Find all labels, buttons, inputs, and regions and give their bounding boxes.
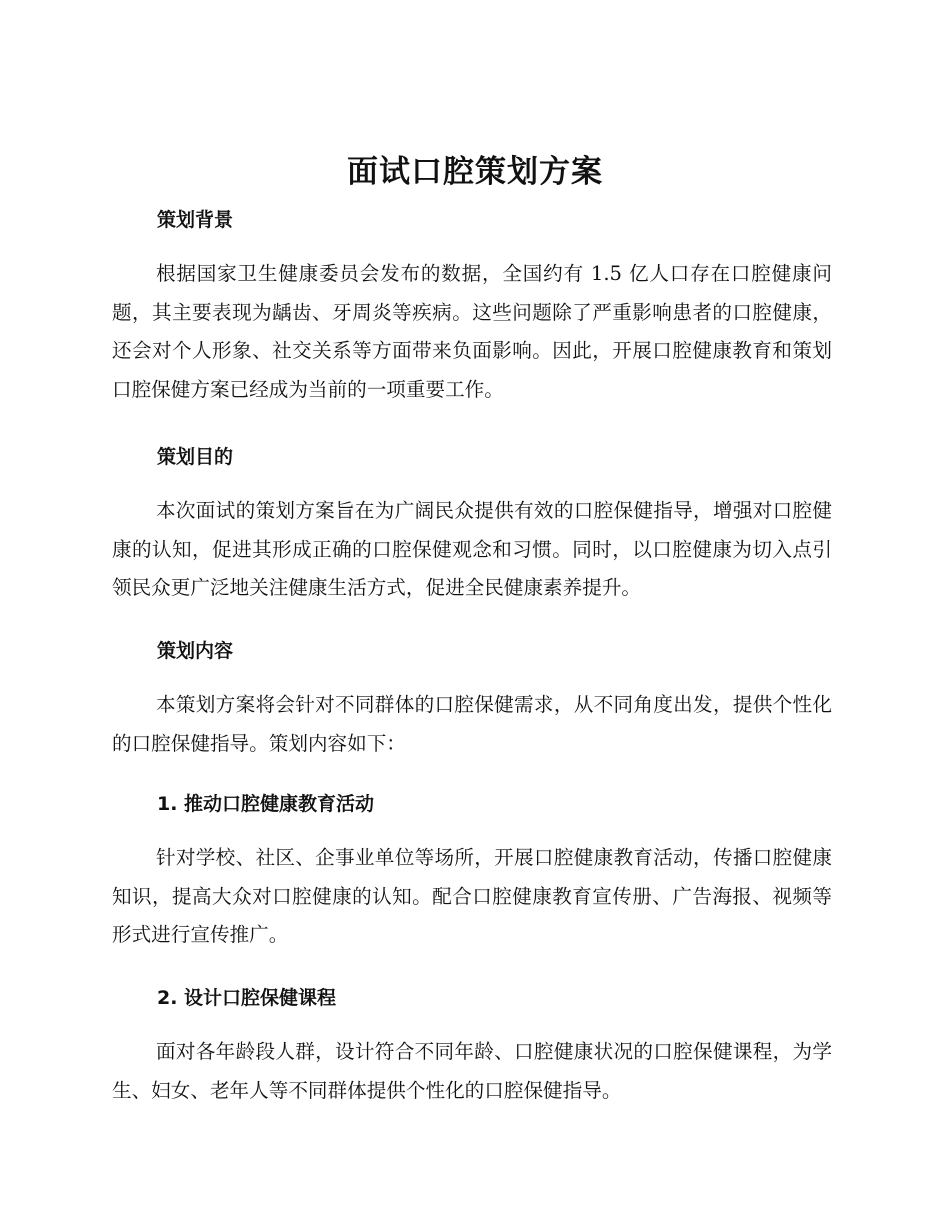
section-paragraph-content: 本策划方案将会针对不同群体的口腔保健需求，从不同角度出发，提供个性化的口腔保健指导。策划内容如下： (112, 693, 832, 755)
document-title: 面试口腔策划方案 (347, 154, 603, 190)
section-heading-education-activities: 1. 推动口腔健康教育活动 (157, 793, 375, 815)
section-paragraph-background: 根据国家卫生健康委员会发布的数据，全国约有 1.5 亿人口存在口腔健康问题，其主要表现为龋齿、牙周炎等疾病。这些问题除了严重影响患者的口腔健康，还会对个人形象、社交关系等方面带来负面影响。因此，开展口腔健康教育和策划口腔保健方案已经成为当前的一项重要工作。 (112, 262, 832, 401)
section-paragraph-care-courses: 面对各年龄段人群，设计符合不同年龄、口腔健康状况的口腔保健课程，为学生、妇女、老年人等不同群体提供个性化的口腔保健指导。 (112, 1040, 832, 1102)
section-heading-care-courses: 2. 设计口腔保健课程 (157, 987, 337, 1009)
section-paragraph-purpose: 本次面试的策划方案旨在为广阔民众提供有效的口腔保健指导，增强对口腔健康的认知，促进其形成正确的口腔保健观念和习惯。同时，以口腔健康为切入点引领民众更广泛地关注健康生活方式，促进全民健康素养提升。 (112, 499, 832, 599)
section-paragraph-education-activities: 针对学校、社区、企事业单位等场所，开展口腔健康教育活动，传播口腔健康知识，提高大众对口腔健康的认知。配合口腔健康教育宣传册、广告海报、视频等形式进行宣传推广。 (112, 846, 832, 946)
section-heading-content: 策划内容 (157, 640, 234, 662)
section-heading-purpose: 策划目的 (157, 446, 234, 468)
section-heading-background: 策划背景 (157, 209, 234, 231)
